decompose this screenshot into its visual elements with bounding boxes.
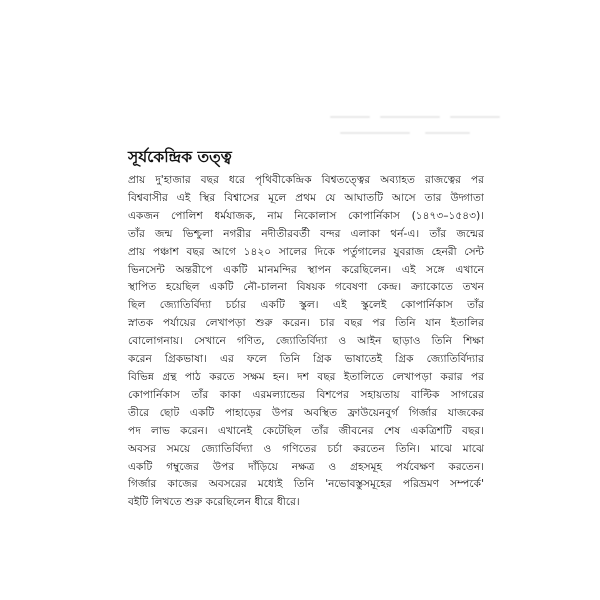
section-heading: সূর্যকেন্দ্রিক তত্ত্ব [128, 148, 232, 166]
text-line: অবসর সময়ে জ্যোতির্বিদ্যা ও গণিতের চর্চা করতেন তিনি। মাঝে মাঝে [128, 442, 484, 455]
section-body [128, 172, 484, 512]
text-line: প্রায় দু'হাজার বছর ধরে পৃথিবীকেন্দ্রিক বিশ্বতত্ত্বের অব্যাহত রাজত্বের পর [128, 174, 484, 186]
text-line: বিভিন্ন গ্রন্থ পাঠ করতে সক্ষম হন। দশ বছর ইতালিতে লেখাপড়া করার পর [128, 370, 484, 383]
text-line: প্রায় পঞ্চাশ বছর আগে ১৪২০ সালের দিকে পর্তুগালের যুবরাজ হেনরী সেন্ট [128, 245, 484, 258]
text-line: বইটি লিখতে শুরু করেছিলেন ধীরে ধীরে। [128, 496, 300, 509]
text-line: বিশ্ববাসীর এই স্থির বিশ্বাসের মূলে প্রথম যে আঘাতটি আসে তার উদ্গাতা [128, 191, 484, 204]
text-line: বোলোগনায়। সেখানে গণিত, জ্যোতির্বিদ্যা ও আইন ছাড়াও তিনি শিক্ষা [128, 335, 484, 348]
text-line: গির্জার কাজের অবসরের মধ্যেই তিনি 'নভোবস্তুসমূহের পরিভ্রমণ সম্পর্কে' [128, 478, 484, 491]
text-line: ছিল জ্যোতির্বিদ্যা চর্চার একটি স্কুল। এই স্কুলেই কোপার্নিকাস তাঁর [128, 299, 484, 312]
text-line: পদ লাভ করেন। এখানেই কেটেছিল তাঁর জীবনের শেষ একত্রিশটি বছর। [128, 424, 484, 437]
article-section [128, 146, 484, 512]
text-line: একজন পোলিশ ধর্মযাজক, নাম নিকোলাস কোপার্নিকাস (১৪৭৩–১৫৪৩)। [128, 209, 484, 222]
text-line: কোপার্নিকাস তাঁর কাকা এরমল্যান্ডের বিশপের সহায়তায় বাল্টিক সাগরের [128, 388, 484, 401]
text-line: করেন গ্রিকভাষা। এর ফলে তিনি গ্রিক ভাষাতেই গ্রিক জ্যোতির্বিদ্যার [128, 353, 484, 366]
text-line: ভিনসেন্ট অন্তরীপে একটি মানমন্দির স্থাপন করেছিলেন। এই সঙ্গে এখানে [128, 263, 484, 276]
text-line: স্নাতক পর্যায়ের লেখাপড়া শুরু করেন। চার বছর পর তিনি যান ইতালির [128, 317, 484, 330]
text-line: তাঁর জন্ম ভিশ্চুলা নগরীর নদীতীরবর্তী বন্দর এলাকা থর্ন-এ। তাঁর জন্মের [128, 227, 484, 240]
text-line: একটি গম্বুজের উপর দাঁড়িয়ে নক্ষত্র ও গ্রহসমূহ পর্যবেক্ষণ করতেন। [128, 460, 484, 473]
text-line: স্থাপিত হয়েছিল একটি নৌ-চালনা বিষয়ক গবেষণা কেন্দ্র। ক্র্যাকোতে তখন [128, 281, 484, 294]
text-line: তীরে ছোট একটি পাহাড়ের উপর অবস্থিত ফ্রাউয়েনবুর্গ গির্জার যাজকের [128, 406, 484, 419]
